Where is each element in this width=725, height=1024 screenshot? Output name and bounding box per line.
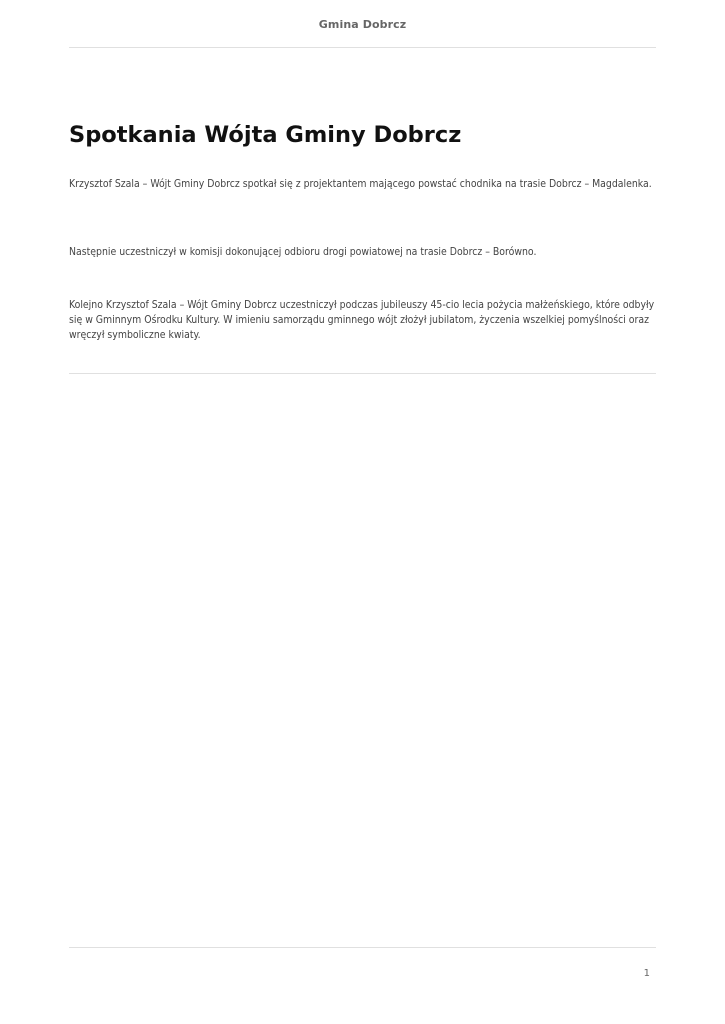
site-name: Gmina Dobrcz: [318, 18, 407, 31]
footer-divider: [69, 947, 656, 948]
article-paragraph-2: Następnie uczestniczył w komisji dokonującej odbioru drogi powiatowej na trasie Dobrcz – Borówno.: [69, 246, 537, 258]
page-title: Spotkania Wójta Gminy Dobrcz: [69, 122, 462, 148]
header-divider: [69, 47, 656, 48]
article-paragraph-1: Krzysztof Szala – Wójt Gminy Dobrcz spotkał się z projektantem mającego powstać chodnika na trasie Dobrcz – Magdalenka.: [69, 178, 652, 190]
page-number: 1: [643, 968, 650, 979]
content-divider: [69, 373, 656, 374]
article-paragraph-3: Kolejno Krzysztof Szala – Wójt Gminy Dobrcz uczestniczył podczas jubileuszy 45-cio lecia pożycia małżeńskiego, które odbyły się w Gminnym Ośrodku Kultury. W imieniu samorządu gminnego wójt złożył jubilatom, życzenia wszelkiej pomyślności oraz wręczył symboliczne kwiaty.: [69, 299, 655, 341]
